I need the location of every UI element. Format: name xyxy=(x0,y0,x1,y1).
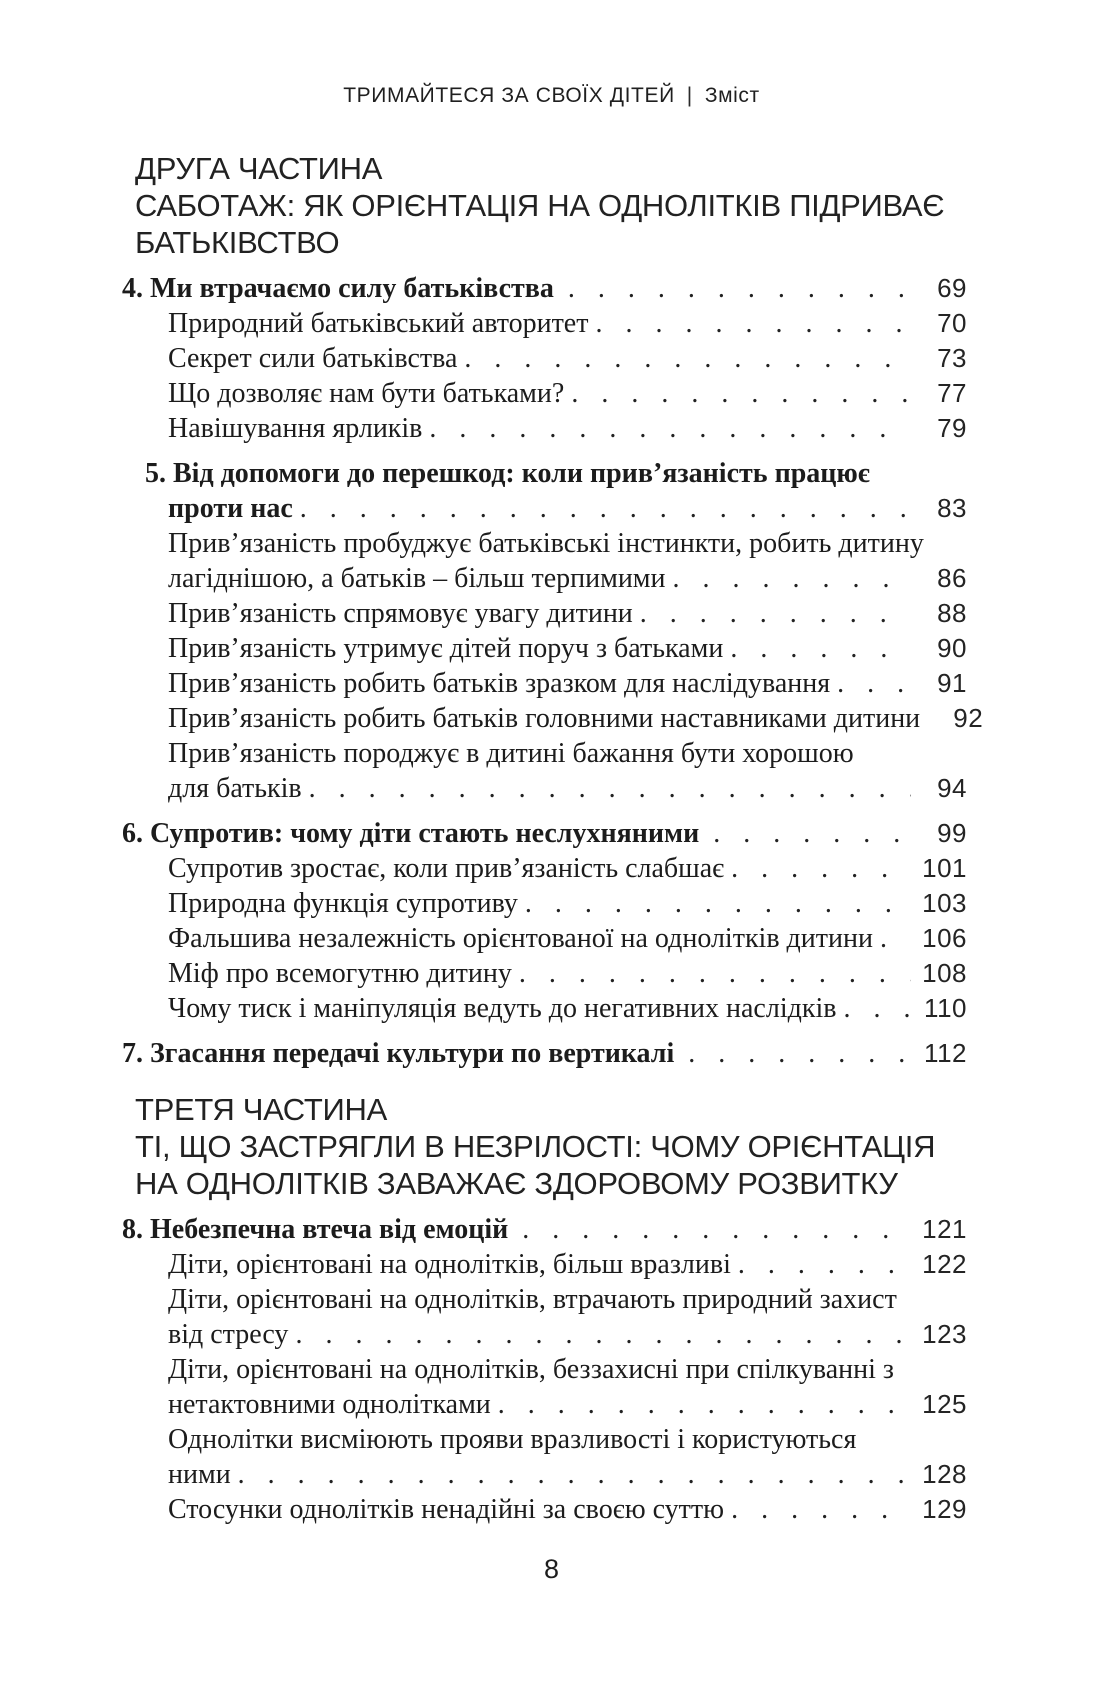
toc-entry-leader-line xyxy=(122,1212,967,1247)
toc-entry-page-number: 128 xyxy=(922,1459,967,1489)
toc-entry-page-number: 129 xyxy=(922,1494,967,1524)
toc-entry-page-number: 108 xyxy=(922,958,967,988)
dot-leader xyxy=(238,1457,911,1492)
part-title-line: ТІ, ЩО ЗАСТРЯГЛИ В НЕЗРІЛОСТІ: ЧОМУ ОРІЄНТАЦІЯ xyxy=(135,1129,936,1164)
toc-entry-leader-line xyxy=(122,271,967,306)
dot-leader xyxy=(681,1036,911,1071)
toc-entry-title: нетактовними однолітками xyxy=(168,1389,491,1420)
toc-entry-page-number: 110 xyxy=(924,993,967,1023)
toc-entry-page-number: 77 xyxy=(937,378,967,408)
dot-leader xyxy=(880,921,911,956)
toc-entry xyxy=(135,701,984,736)
toc-entry xyxy=(135,886,967,921)
toc-entry-page-number: 88 xyxy=(937,598,967,628)
part-heading xyxy=(135,1091,967,1202)
dot-leader xyxy=(519,956,911,991)
toc-entry xyxy=(135,411,967,446)
toc-entry xyxy=(135,1247,967,1282)
toc-entry-page-number: 79 xyxy=(937,413,967,443)
dot-leader xyxy=(300,491,911,526)
toc-entries xyxy=(122,271,984,1071)
toc-entry-leader-line xyxy=(168,561,967,596)
dot-leader xyxy=(731,851,911,886)
toc-entry-leader-line xyxy=(168,771,967,806)
toc-entry xyxy=(135,1282,967,1352)
toc-entry-page-number: 91 xyxy=(937,668,967,698)
toc-entry xyxy=(135,991,967,1026)
running-header-book-title: ТРИМАЙТЕСЯ ЗА СВОЇХ ДІТЕЙ xyxy=(343,84,675,107)
toc-entry xyxy=(122,1036,967,1071)
toc-entry-page-number: 106 xyxy=(922,923,967,953)
dot-leader xyxy=(730,631,911,666)
toc-entry xyxy=(135,526,967,596)
toc-entry-title: Стосунки однолітків ненадійні за своєю суттю xyxy=(168,1494,725,1525)
part-title-line: НА ОДНОЛІТКІВ ЗАВАЖАЄ ЗДОРОВОМУ РОЗВИТКУ xyxy=(135,1166,898,1201)
toc-entry-title: 6. Супротив: чому діти стають неслухняними xyxy=(122,818,700,849)
toc-entry xyxy=(122,816,967,851)
dot-leader xyxy=(571,376,911,411)
toc-entry-page-number: 69 xyxy=(937,273,967,303)
toc-entry-page-number: 70 xyxy=(937,308,967,338)
dot-leader xyxy=(309,771,911,806)
toc-entry-page-number: 123 xyxy=(922,1319,967,1349)
toc-entry-title: Природний батьківський авторитет xyxy=(168,308,589,339)
toc-entry-leader-line xyxy=(168,886,967,921)
dot-leader xyxy=(464,341,911,376)
dot-leader xyxy=(295,1317,911,1352)
toc-entry xyxy=(135,341,967,376)
table-of-contents xyxy=(122,150,984,1527)
toc-entry-leader-line xyxy=(168,921,967,956)
toc-entry-text-line: 5. Від допомоги до перешкод: коли прив’язаність працює xyxy=(145,458,870,489)
toc-entry-title: Супротив зростає, коли прив’язаність слабшає xyxy=(168,853,725,884)
toc-entry-page-number: 125 xyxy=(922,1389,967,1419)
toc-entry-page-number: 94 xyxy=(937,773,967,803)
toc-entry-title: Прив’язаність спрямовує увагу дитини xyxy=(168,598,633,629)
toc-entry-title: Прив’язаність робить батьків зразком для наслідування xyxy=(168,668,831,699)
toc-entry-leader-line xyxy=(168,341,967,376)
folio-page-number: 8 xyxy=(543,1554,560,1584)
part-title-line: САБОТАЖ: ЯК ОРІЄНТАЦІЯ НА ОДНОЛІТКІВ ПІДРИВАЄ xyxy=(135,188,945,223)
dot-leader xyxy=(731,1492,911,1527)
toc-entry-title: Міф про всемогутню дитину xyxy=(168,958,512,989)
toc-entry xyxy=(135,456,967,526)
toc-entry-title: лагіднішою, а батьків – більш терпимими xyxy=(168,563,666,594)
toc-entry-title: Секрет сили батьківства xyxy=(168,343,458,374)
toc-entry xyxy=(135,851,967,886)
toc-entry-leader-line xyxy=(168,1492,967,1527)
running-header xyxy=(0,84,1103,108)
dot-leader xyxy=(561,271,911,306)
dot-leader xyxy=(837,666,911,701)
toc-entry-page-number: 90 xyxy=(937,633,967,663)
toc-entry xyxy=(135,1352,967,1422)
toc-entry-leader-line xyxy=(122,1036,967,1071)
toc-entry-page-number: 103 xyxy=(922,888,967,918)
toc-entry-page-number: 112 xyxy=(924,1038,967,1068)
part-label: ДРУГА ЧАСТИНА xyxy=(135,151,383,186)
toc-entry-leader-line xyxy=(168,1457,967,1492)
dot-leader xyxy=(525,886,911,921)
toc-entry xyxy=(135,956,967,991)
toc-entry-leader-line xyxy=(168,991,967,1026)
toc-entry-page-number: 122 xyxy=(922,1249,967,1279)
toc-entry-title: проти нас xyxy=(168,493,293,524)
toc-entry-title: Діти, орієнтовані на однолітків, більш вразливі xyxy=(168,1249,731,1280)
running-header-separator: | xyxy=(686,84,693,107)
toc-entry-leader-line xyxy=(168,306,967,341)
dot-leader xyxy=(498,1387,911,1422)
dot-leader xyxy=(843,991,911,1026)
toc-entry-page-number: 101 xyxy=(922,853,967,883)
toc-entry-leader-line xyxy=(168,1317,967,1352)
toc-entry-page-number: 92 xyxy=(953,703,984,733)
toc-entry xyxy=(135,1492,967,1527)
toc-entry-page-number: 83 xyxy=(937,493,967,523)
toc-entry-leader-line xyxy=(122,816,967,851)
toc-entry-page-number: 99 xyxy=(937,818,967,848)
toc-entry xyxy=(135,736,967,806)
toc-entry-title: 8. Небезпечна втеча від емоцій xyxy=(122,1214,509,1245)
toc-entry-title: Прив’язаність утримує дітей поруч з батьками xyxy=(168,633,724,664)
toc-entry-leader-line xyxy=(168,956,967,991)
toc-entry-title: ними xyxy=(168,1459,231,1490)
toc-entry-text-line: Діти, орієнтовані на однолітків, втрачають природний захист xyxy=(168,1284,897,1315)
toc-entry-title: для батьків xyxy=(168,773,302,804)
toc-entry-title: Прив’язаність робить батьків головними наставниками дитини xyxy=(168,703,921,734)
toc-entry-leader-line xyxy=(168,631,967,666)
toc-section xyxy=(122,150,984,1071)
toc-section xyxy=(122,1091,967,1527)
part-heading xyxy=(135,150,967,261)
dot-leader xyxy=(640,596,911,631)
toc-entry xyxy=(135,1422,967,1492)
toc-entry xyxy=(135,376,967,411)
toc-entry xyxy=(135,921,967,956)
toc-entry-leader-line xyxy=(168,1247,967,1282)
dot-leader xyxy=(673,561,911,596)
toc-entries xyxy=(122,1212,967,1527)
dot-leader xyxy=(429,411,911,446)
part-label: ТРЕТЯ ЧАСТИНА xyxy=(135,1092,387,1127)
toc-entry-title: 7. Згасання передачі культури по вертикалі xyxy=(122,1038,675,1069)
dot-leader xyxy=(706,816,911,851)
toc-entry xyxy=(135,666,967,701)
toc-entry-title: Природна функція супротиву xyxy=(168,888,518,919)
toc-entry xyxy=(135,631,967,666)
toc-entry-text-line: Прив’язаність пробуджує батьківські інстинкти, робить дитину xyxy=(168,528,924,559)
toc-entry-title: Чому тиск і маніпуляція ведуть до негативних наслідків xyxy=(168,993,837,1024)
toc-entry-leader-line xyxy=(168,851,967,886)
toc-entry-text-line: Прив’язаність породжує в дитині бажання бути хорошою xyxy=(168,738,854,769)
toc-entry-leader-line xyxy=(168,411,967,446)
toc-entry-leader-line xyxy=(168,491,967,526)
toc-entry xyxy=(122,1212,967,1247)
dot-leader xyxy=(595,306,911,341)
toc-entry-leader-line xyxy=(168,1387,967,1422)
toc-entry-title: Що дозволяє нам бути батьками? xyxy=(168,378,565,409)
toc-entry-title: Навішування ярликів xyxy=(168,413,423,444)
dot-leader xyxy=(515,1212,911,1247)
running-header-section-label: Зміст xyxy=(704,84,760,107)
toc-entry xyxy=(135,596,967,631)
toc-entry-leader-line xyxy=(168,666,967,701)
part-title-line: БАТЬКІВСТВО xyxy=(135,225,340,260)
toc-entry-page-number: 73 xyxy=(937,343,967,373)
toc-entry-title: 4. Ми втрачаємо силу батьківства xyxy=(122,273,554,304)
dot-leader xyxy=(738,1247,911,1282)
toc-entry-text-line: Однолітки висміюють прояви вразливості і користуються xyxy=(168,1424,857,1455)
toc-entry-title: від стресу xyxy=(168,1319,289,1350)
toc-entry-leader-line xyxy=(168,701,984,736)
toc-entry xyxy=(122,271,967,306)
toc-entry-page-number: 121 xyxy=(922,1214,967,1244)
toc-entry-text-line: Діти, орієнтовані на однолітків, беззахисні при спілкуванні з xyxy=(168,1354,894,1385)
toc-entry xyxy=(135,306,967,341)
toc-entry-page-number: 86 xyxy=(937,563,967,593)
toc-entry-leader-line xyxy=(168,596,967,631)
toc-entry-title: Фальшива незалежність орієнтованої на однолітків дитини xyxy=(168,923,873,954)
toc-entry-leader-line xyxy=(168,376,967,411)
